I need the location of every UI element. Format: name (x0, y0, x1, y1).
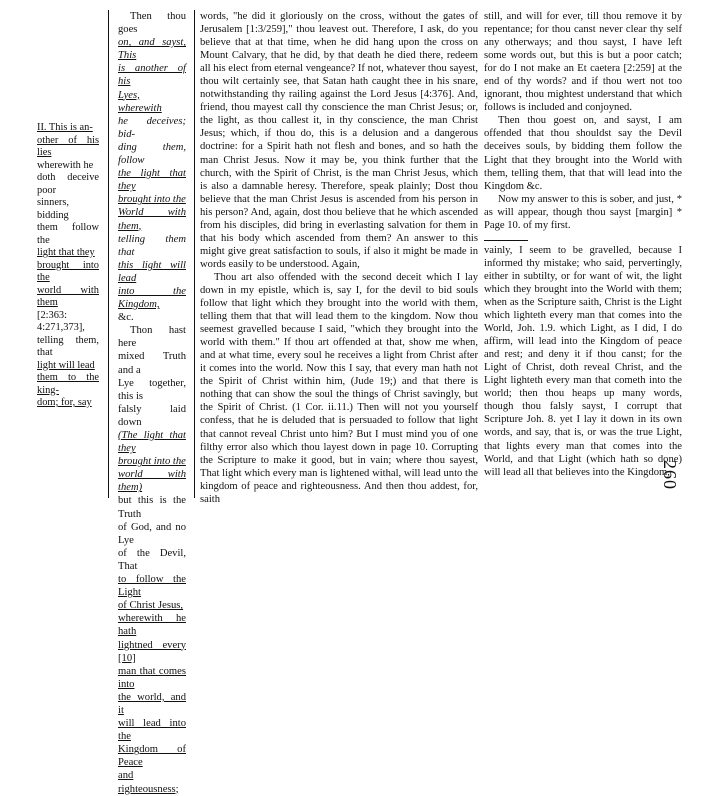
main-paragraph-2: Thou art also offended with the second deceit which I lay down in my epistle, which is, say I, for the devil to bid souls follow that light which they brought into the world with them, telling them that that will lead them to the kingdom. Now thou seemest gravelled because I said, "which they brought into the world with them." If thou art offended at that, show me when, and at what time, every soul he receives a light from Christ after it comes into the world. Now this I say, that every man hath not the Spirit of Christ within him, (Jude 19;) and that there is nothing that can show the soul the things of Christ savingly, but the Spirit of Christ. (1 Cor. ii.11.) Then will not you yourself confess, that he is deluded that is persuaded to follow that light that cannot reveal Christ unto him? But I must mind you of one filthy error also which thou layest down in page 10. Corrupting the Scripture to make it good, but in vain; where thou sayest, That light which every man is lightened withal, will lead unto the kingdom of peace and righteousness. And then thou addest, for, saith (200, 271, 478, 505)
narrow-column-line: but this is the Truth (118, 495, 186, 520)
margin-note (37, 122, 99, 410)
margin-note-line: other of his lies (37, 134, 99, 158)
narrow-column-line: on, and sayst, This (118, 37, 186, 62)
margin-note-line: light that they (37, 247, 95, 258)
narrow-column (118, 10, 186, 796)
narrow-column-line: brought into the (118, 194, 186, 206)
main-paragraph-1: words, "he did it gloriously on the cross, without the gates of Jerusalem [1:3/259]," thou leavest out. Therefore, I ask, do you believe that at that time, when he did hang upon the cross on Mount Calvary, that he did, by that death he died there, redeem all his elect from eternal vengeance? If not, whatever thou sayest, thou wilt certainly see, that Satan hath caught thee in his snare, notwithstanding thy railing against the Lord Jesus [4:376]. And, friend, thou mayest call thy conscience the man Christ Jesus; or, the light, as thou callest it, in thy conscience, the man Christ Jesus; which, if thou do, this is a delusion and a dangerous doctrine: for a Spirit hath not flesh and bones, and so hath the man Christ Jesus. Now it may be, you think further that the church, with the Spirit of Christ, is the man Christ Jesus, which is also a damnable heresy. Therefore, speak plainly; Dost thou believe that the man Christ Jesus is ascended from his person in his person? And, again, dost thou believe that he which ascended from his disciples, did bring in everlasting salvation for them in that his body which ascended from them? An answer to this might give great satisfaction to souls, if also it might be made in words easily to be understood. Again, (200, 11, 478, 270)
narrow-column-line: world with them) (118, 469, 186, 494)
right-paragraph-3: Now my answer to this is sober, and just, * as will appear, though thou sayst [margin] * Page 10. of my first. (484, 193, 682, 231)
narrow-column-line: &c. (118, 312, 134, 324)
footnote-separator (484, 240, 528, 241)
narrow-column-line: Kingdom of Peace (118, 744, 186, 769)
narrow-column-line: Lyes, wherewith (118, 89, 162, 114)
column-rule-left (108, 10, 109, 498)
narrow-column-line: ding them, follow (118, 141, 186, 167)
narrow-column-line: Thon hast here (118, 325, 186, 350)
narrow-column-line: and righteousness; (118, 770, 179, 795)
narrow-column-line: to follow the Light (118, 574, 186, 599)
margin-note-line: doth deceive poor (37, 172, 99, 196)
narrow-column-line: Lye together, this is (118, 377, 186, 402)
narrow-column-line: man that comes into (118, 665, 186, 690)
right-paragraph-2: Then thou goest on, and sayst, I am offended that thou shouldst say the Devil deceives souls, by bidding them follow the Light that they brought into the World with them, telling them, that that will lead into the Kingdom &c. (484, 115, 682, 192)
right-paragraph-4: vainly, I seem to be gravelled, because I informed thy mistake; who said, pervertingly, either in subtilty, or for want of wit, the light which they brought into the World with them; when as the Scripture saith, Christ is the Light which lighteth every man that comes into the World, Joh. 1.9. which Light, as I did, I do affirm, will lead into the Kingdom of peace and rest; and deny it if thou canst; for the Light of Christ, doth reveal Christ, and the Light lighteth every man that cometh into the world; then thou heaps up many words, though thou falsly sayst, I corrupt that Scripture Joh. 8. yet I lay it down in its own words, and say, that is, or was the true Light, that lights every man that comes into the World, and that Light (which hath so done) will lead all that believes into the Kingdom, (484, 244, 682, 478)
margin-note-line: light will lead (37, 359, 95, 371)
main-column (200, 10, 478, 506)
margin-note-line: [2:363: 4:271,373], (37, 309, 85, 333)
narrow-column-line: brought into the (118, 456, 186, 468)
narrow-column-line: the light that they (118, 168, 186, 193)
margin-note-line: dom; for, say (37, 397, 92, 408)
narrow-column-line: mixed Truth and a (118, 351, 186, 376)
margin-note-line: them follow the (37, 222, 99, 246)
narrow-column-line: lightned every [10] (118, 639, 186, 664)
narrow-column-line: of God, and no Lye (118, 521, 186, 546)
narrow-column-line: the world, and it (118, 691, 186, 716)
narrow-column-line: of the Devil, That (118, 547, 186, 572)
narrow-column-line: (The light that they (118, 430, 186, 455)
margin-note-line: wherewith he (37, 159, 94, 171)
narrow-column-line: Then thou goes (118, 11, 186, 36)
narrow-column-line: into the Kingdom, (118, 285, 186, 311)
narrow-column-line: he deceives; bid- (118, 115, 186, 140)
page-number: 260 (660, 460, 680, 490)
narrow-column-line: of Christ Jesus, (118, 600, 184, 612)
narrow-column-line: is another of his (118, 63, 186, 88)
right-column (484, 10, 682, 479)
margin-note-line: telling them, that (37, 334, 99, 358)
narrow-column-line: this light will lead (118, 259, 186, 284)
narrow-column-line: telling them that (118, 233, 186, 258)
column-rule-center (194, 10, 195, 498)
margin-note-line: sinners, bidding (37, 197, 70, 221)
narrow-column-line: falsly laid down (118, 403, 186, 428)
margin-note-line: brought into the (37, 259, 99, 283)
narrow-column-line: World with them, (118, 207, 186, 232)
margin-note-line: world with them (37, 284, 99, 308)
narrow-column-line: will lead into the (118, 718, 186, 743)
right-paragraph-1: still, and will for ever, till thou remove it by repentance; for thou canst never clear thy self any otherways; and thou sayst, I have left some words out, but this is but a poor catch; for do I not make an Et caetera [2:259] at the end of thy words? and if thou wert not too ignorant, thou mightest understand that which follows is included and conjoyned. (484, 11, 682, 114)
margin-note-line: II. This is an- (37, 122, 93, 133)
narrow-column-line: wherewith he hath (118, 613, 186, 638)
margin-note-line: them to the king- (37, 372, 99, 396)
